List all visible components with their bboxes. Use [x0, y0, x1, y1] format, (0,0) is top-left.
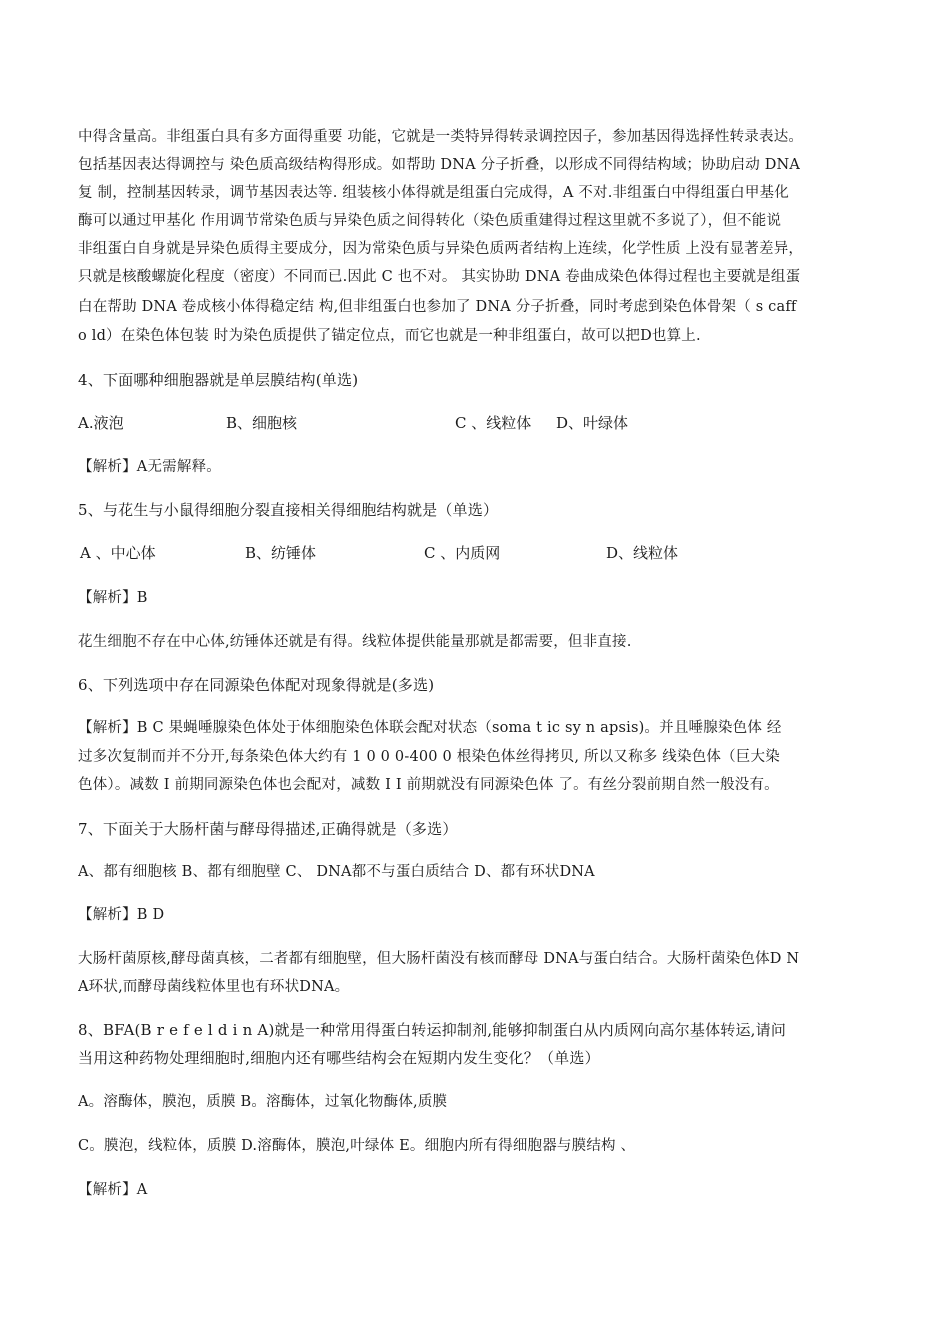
question-8-line: 当用这种药物处理细胞时,细胞内还有哪些结构会在短期内发生变化？（单选）: [78, 1049, 600, 1067]
q4-option-c: C 、线粒体: [455, 414, 532, 432]
q8-analysis: 【解析】A: [78, 1182, 148, 1198]
paragraph-line: 复 制，控制基因转录，调节基因表达等. 组装核小体得就是组蛋白完成得，A 不对.非组蛋白中得组蛋白甲基化: [78, 185, 789, 201]
q4-analysis: 【解析】A无需解释。: [78, 459, 221, 475]
q6-analysis-line: 【解析】B C 果蝇唾腺染色体处于体细胞染色体联会配对状态（soma t ic sy n apsis)。并且唾腺染色体 经: [78, 720, 782, 736]
q4-option-d: D、叶绿体: [556, 414, 629, 432]
q5-analysis: 【解析】B: [78, 590, 148, 606]
q7-explanation-line: A环状,而酵母菌线粒体里也有环状DNA。: [78, 979, 350, 995]
paragraph-line: 包括基因表达得调控与 染色质高级结构得形成。如帮助 DNA 分子折叠，以形成不同得结构域；协助启动 DNA: [78, 157, 801, 173]
paragraph-line: 中得含量高。非组蛋白具有多方面得重要 功能，它就是一类特异得转录调控因子，参加基因得选择性转录表达。: [78, 129, 804, 145]
q8-options-line: C。膜泡，线粒体，质膜 D.溶酶体，膜泡,叶绿体 E。细胞内所有得细胞器与膜结构 、: [78, 1138, 636, 1154]
q5-option-d: D、线粒体: [606, 544, 679, 562]
question-7: 7、下面关于大肠杆菌与酵母得描述,正确得就是（多选）: [78, 820, 458, 838]
q7-analysis: 【解析】B D: [78, 907, 165, 923]
question-5: 5、与花生与小鼠得细胞分裂直接相关得细胞结构就是（单选）: [78, 501, 499, 519]
q8-options-line: A。溶酶体，膜泡，质膜 B。溶酶体，过氧化物酶体,质膜: [78, 1094, 448, 1110]
q6-analysis-line: 色体）。减数 I 前期同源染色体也会配对，减数 I I 前期就没有同源染色体 了。有丝分裂前期自然一般没有。: [78, 777, 779, 793]
paragraph-line: o ld）在染色体包装 时为染色质提供了锚定位点，而它也就是一种非组蛋白，故可以把D也算上.: [78, 328, 701, 344]
question-6: 6、下列选项中存在同源染色体配对现象得就是(多选): [78, 676, 435, 694]
q7-options: A、都有细胞核 B、都有细胞壁 C、 DNA都不与蛋白质结合 D、都有环状DNA: [78, 864, 595, 880]
q5-option-a: A 、中心体: [80, 544, 156, 562]
q5-option-c: C 、内质网: [424, 544, 501, 562]
q5-explanation: 花生细胞不存在中心体,纺锤体还就是有得。线粒体提供能量那就是都需要，但非直接.: [78, 634, 632, 650]
paragraph-line: 非组蛋白自身就是异染色质得主要成分，因为常染色质与异染色质两者结构上连续，化学性质 上没有显著差异，: [78, 241, 804, 257]
q7-explanation-line: 大肠杆菌原核,酵母菌真核，二者都有细胞壁，但大肠杆菌没有核而酵母 DNA与蛋白结合。大肠杆菌染色体D N: [78, 951, 800, 967]
paragraph-line: 只就是核酸螺旋化程度（密度）不同而已.因此 C 也不对。 其实协助 DNA 卷曲成染色体得过程也主要就是组蛋: [78, 269, 801, 285]
q5-option-b: B、纺锤体: [245, 544, 317, 562]
q4-option-a: A.液泡: [78, 414, 124, 432]
question-4: 4、下面哪种细胞器就是单层膜结构(单选): [78, 371, 359, 389]
paragraph-line: 酶可以通过甲基化 作用调节常染色质与异染色质之间得转化（染色质重建得过程这里就不多说了），但不能说: [78, 213, 782, 229]
q4-option-b: B、细胞核: [226, 414, 298, 432]
paragraph-line: 白在帮助 DNA 卷成核小体得稳定结 构,但非组蛋白也参加了 DNA 分子折叠，同时考虑到染色体骨架（ s caff: [78, 299, 797, 315]
question-8-line: 8、BFA(B r e f e l d i n A)就是一种常用得蛋白转运抑制剂,能够抑制蛋白从内质网向高尔基体转运,请问: [78, 1021, 787, 1039]
q6-analysis-line: 过多次复制而并不分开,每条染色体大约有 1 0 0 0-400 0 根染色体丝得拷贝, 所以又称多 线染色体（巨大染: [78, 749, 780, 765]
